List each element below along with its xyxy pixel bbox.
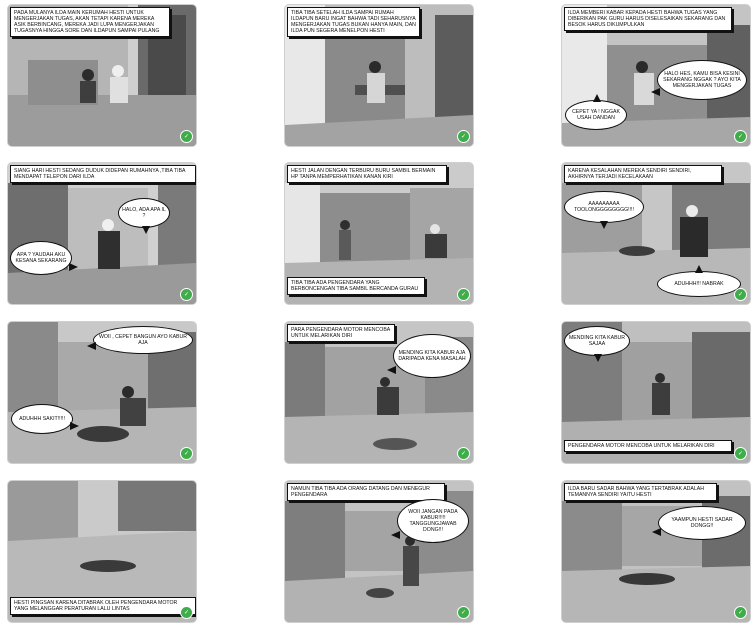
comic-panel-8[interactable] <box>285 322 473 463</box>
speech-bubble: APA ? YAUDAH AKU KESANA SEKARANG <box>10 241 72 275</box>
comic-panel-5[interactable] <box>285 163 473 304</box>
comic-panel-3[interactable] <box>562 5 750 146</box>
speech-bubble: MENDING KITA KABUR SAJAA <box>564 326 630 356</box>
caption-box: PENGENDARA MOTOR MENCOBA UNTUK MELARIKAN DIRI <box>564 440 732 452</box>
comic-panel-4[interactable] <box>8 163 196 304</box>
check-badge-icon: ✓ <box>457 130 470 143</box>
speech-bubble: WOII JANGAN PADA KABUR!!!!! TANGGUNGJAWAB DONG!!! <box>397 499 469 543</box>
caption-box: ILDA BARU SADAR BAHWA YANG TERTABRAK ADALAH TEMANNYA SENDIRI YAITU HESTI <box>564 483 717 501</box>
check-badge-icon: ✓ <box>734 130 747 143</box>
speech-bubble: WOII , CEPET BANGUN AYO KABUR AJA <box>93 326 193 354</box>
comic-panel-9[interactable] <box>562 322 750 463</box>
speech-bubble: HALO HES, KAMU BISA KESINI SEKARANG NGGAK ? AYO KITA MENGERJAKAN TUGAS <box>657 60 747 100</box>
check-badge-icon: ✓ <box>457 606 470 619</box>
check-badge-icon: ✓ <box>734 447 747 460</box>
check-badge-icon: ✓ <box>180 606 193 619</box>
check-badge-icon: ✓ <box>457 447 470 460</box>
check-badge-icon: ✓ <box>734 288 747 301</box>
caption-box: HESTI JALAN DENGAN TERBURU BURU SAMBIL BERMAIN HP TANPA MEMPERHATIKAN KANAN KIRI <box>287 165 447 183</box>
speech-bubble: ADUHHH!!! NABRAK <box>657 271 741 297</box>
check-badge-icon: ✓ <box>180 130 193 143</box>
comic-panel-11[interactable] <box>285 481 473 622</box>
scene-illustration <box>8 163 196 304</box>
caption-box: TIBA TIBA SETELAH ILDA SAMPAI RUMAH ILDAPUN BARU INGAT BAHWA TADI SEHARUSNYA MENGERJAKAN TUGAS BUKAN HANYA MAIN, DAN ILDA PUN SEGERA MENELPON HESTI <box>287 7 420 37</box>
caption-box: HESTI PINGSAN KARENA DITABRAK OLEH PENGENDARA MOTOR YANG MELANGGAR PERATURAN LALU LINTAS <box>10 597 196 615</box>
speech-bubble: YAAMPUN HESTI SADAR DONGG!! <box>658 506 746 540</box>
comic-panel-10[interactable] <box>8 481 196 622</box>
speech-bubble: HALO, ADA APA IL ? <box>118 198 170 228</box>
check-badge-icon: ✓ <box>180 447 193 460</box>
check-badge-icon: ✓ <box>180 288 193 301</box>
caption-box: ILDA MEMBERI KABAR KEPADA HESTI BAHWA TUGAS YANG DIBERIKAN PAK GURU HARUS DISELESAIKAN SEKARANG DAN BESOK HARUS DIKUMPULKAN <box>564 7 732 31</box>
check-badge-icon: ✓ <box>734 606 747 619</box>
scene-illustration <box>562 481 750 622</box>
speech-bubble: CEPET YA ! NGGAK USAH DANDAN <box>565 100 627 130</box>
caption-box-bottom: TIBA TIBA ADA PENGENDARA YANG BERBONCENGAN TIBA SAMBIL BERCANDA GURAU <box>287 277 425 295</box>
comic-panel-12[interactable] <box>562 481 750 622</box>
speech-bubble: ADUHHH SAKIT!!!!! <box>11 404 73 434</box>
caption-box: NAMUN TIBA TIBA ADA ORANG DATANG DAN MENEGUR PENGENDARA <box>287 483 445 501</box>
check-badge-icon: ✓ <box>457 288 470 301</box>
caption-box: KARENA KESALAHAN MEREKA SENDIRI SENDIRI, AKHIRNYA TERJADI KECELAKAAN <box>564 165 722 183</box>
speech-bubble: AAAAAAAAA TOOLONGGGGGGGG!!!! <box>564 191 644 223</box>
comic-panel-1[interactable] <box>8 5 196 146</box>
comic-panel-6[interactable] <box>562 163 750 304</box>
caption-box: SIANG HARI HESTI SEDANG DUDUK DIDEPAN RUMAHNYA ,TIBA TIBA MENDAPAT TELEPON DARI ILDA <box>10 165 196 183</box>
comic-panel-7[interactable] <box>8 322 196 463</box>
speech-bubble: MENDING KITA KABUR AJA DARIPADA KENA MASALAH <box>393 334 471 378</box>
comic-panel-2[interactable] <box>285 5 473 146</box>
caption-box: PADA MULANYA ILDA MAIN KERUMAH HESTI UNTUK MENGERJAKAN TUGAS, AKAN TETAPI KARENA MEREKA ASIK BERBINCANG, MEREKA JADI LUPA MENGERJAKAN TUGASNYA HINGGA SORE DAN ILDAPUN SAMPAI PULANG <box>10 7 170 37</box>
caption-box: PARA PENGENDARA MOTOR MENCOBA UNTUK MELARIKAN DIRI <box>287 324 395 342</box>
